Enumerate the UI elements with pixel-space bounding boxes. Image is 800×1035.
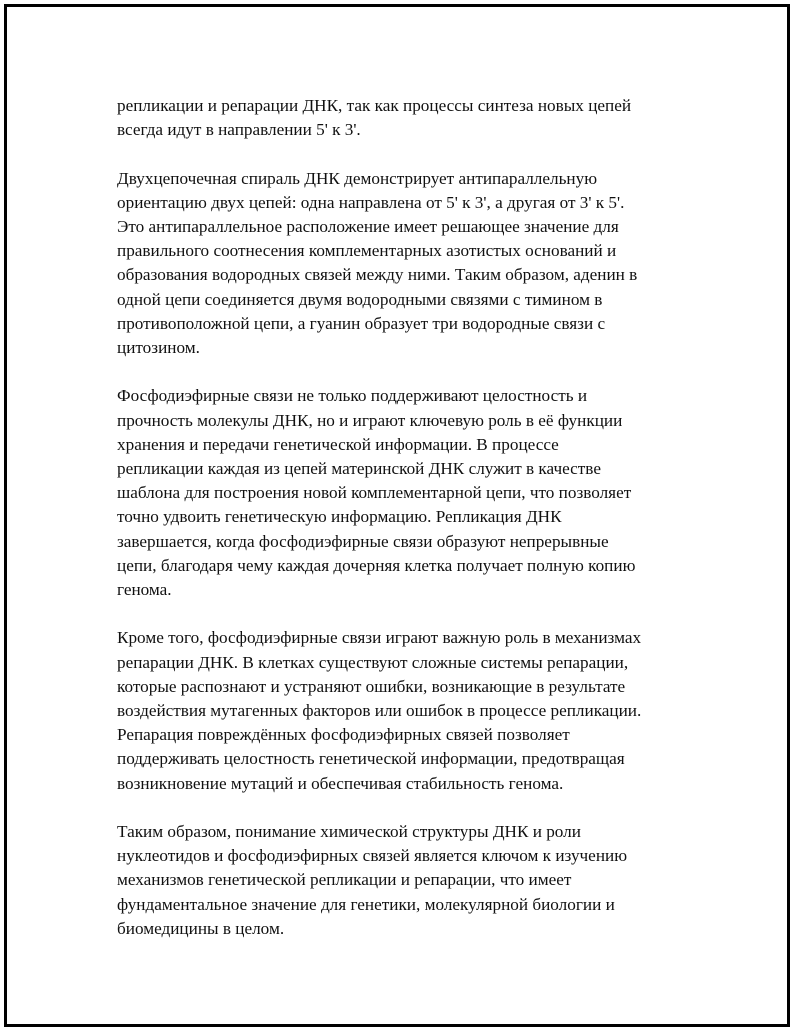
- paragraph-1: репликации и репарации ДНК, так как процессы синтеза новых цепей всегда идут в направлении 5' к 3'.: [117, 96, 632, 140]
- paragraph-3: Фосфодиэфирные связи не только поддерживают целостность и прочность молекулы ДНК, но и играют ключевую роль в её функции хранения и передачи генетической информации. В процессе репликации каждая из цепей материнской ДНК служит в качестве шаблона для построения новой комплементарной цепи, что позволяет точно удвоить генетическую информацию. Репликация ДНК завершается, когда фосфодиэфирные связи образуют непрерывные цепи, благодаря чему каждая дочерняя клетка получает полную копию генома.: [117, 386, 636, 600]
- paragraph-2: Двухцепочечная спираль ДНК демонстрирует антипараллельную ориентацию двух цепей: одна направлена от 5' к 3', а другая от 3' к 5'. Это антипараллельное расположение имеет решающее значение для правильного соотнесения комплементарных азотистых оснований и образования водородных связей между ними. Таким образом, аденин в одной цепи соединяется двумя водородными связями с тимином в противоположной цепи, а гуанин образует три водородные связи с цитозином.: [117, 168, 638, 358]
- paragraph-5: Таким образом, понимание химической структуры ДНК и роли нуклеотидов и фосфодиэфирных связей является ключом к изучению механизмов генетической репликации и репарации, что имеет фундаментальное значение для генетики, молекулярной биологии и биомедицины в целом.: [117, 822, 628, 938]
- document-body: [117, 94, 707, 965]
- paragraph-4: Кроме того, фосфодиэфирные связи играют важную роль в механизмах репарации ДНК. В клетках существуют сложные системы репарации, которые распознают и устраняют ошибки, возникающие в результате воздействия мутагенных факторов или ошибок в процессе репликации. Репарация повреждённых фосфодиэфирных связей позволяет поддерживать целостность генетической информации, предотвращая возникновение мутаций и обеспечивая стабильность генома.: [117, 628, 642, 793]
